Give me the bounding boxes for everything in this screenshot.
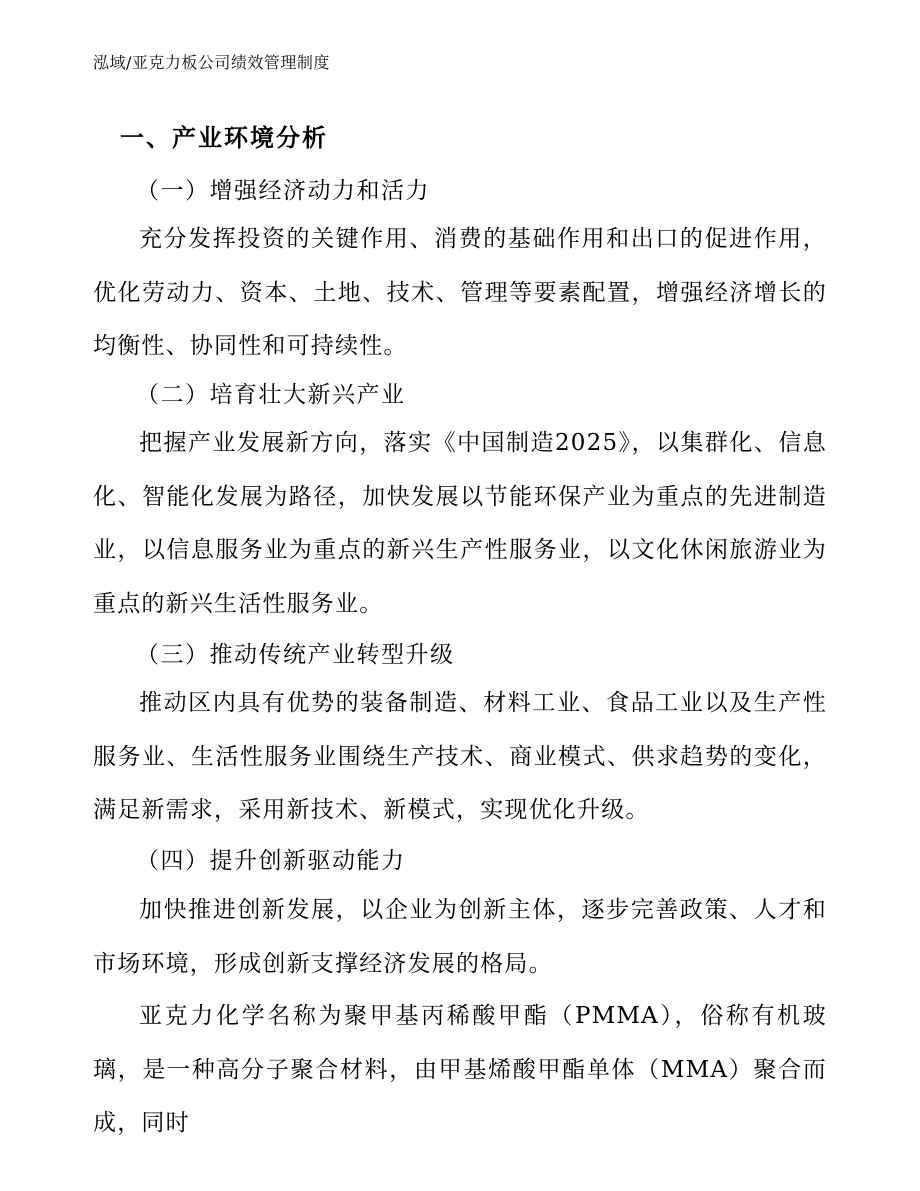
page-header-title: 泓域/亚克力板公司绩效管理制度 [93,53,330,72]
subsection-heading-4: （四）提升创新驱动能力 [136,848,406,874]
closing-paragraph: 亚克力化学名称为聚甲基丙稀酸甲酯（PMMA），俗称有机玻璃，是一种高分子聚合材料，由甲基烯酸甲酯单体（MMA）聚合而成，同时 [93,1003,827,1136]
subsection-heading-3: （三）推动传统产业转型升级 [136,642,455,668]
subsection-heading-2: （二）培育壮大新兴产业 [136,382,406,408]
subsection-paragraph-3: 推动区内具有优势的装备制造、材料工业、食品工业以及生产性服务业、生活性服务业围绕生产技术、商业模式、供求趋势的变化，满足新需求，采用新技术、新模式，实现优化升级。 [93,690,827,823]
section-heading: 一、产业环境分析 [120,124,328,152]
subsection-heading-1: （一）增强经济动力和活力 [136,178,430,204]
subsection-paragraph-2: 把握产业发展新方向，落实《中国制造2025》，以集群化、信息化、智能化发展为路径，加快发展以节能环保产业为重点的先进制造业，以信息服务业为重点的新兴生产性服务业，以文化休闲旅游业为重点的新兴生活性服务业。 [93,430,827,617]
subsection-paragraph-4: 加快推进创新发展，以企业为创新主体，逐步完善政策、人才和市场环境，形成创新支撑经济发展的格局。 [93,897,827,977]
header-divider [93,78,827,79]
subsection-paragraph-1: 充分发挥投资的关键作用、消费的基础作用和出口的促进作用，优化劳动力、资本、土地、技术、管理等要素配置，增强经济增长的均衡性、协同性和可持续性。 [93,226,827,359]
